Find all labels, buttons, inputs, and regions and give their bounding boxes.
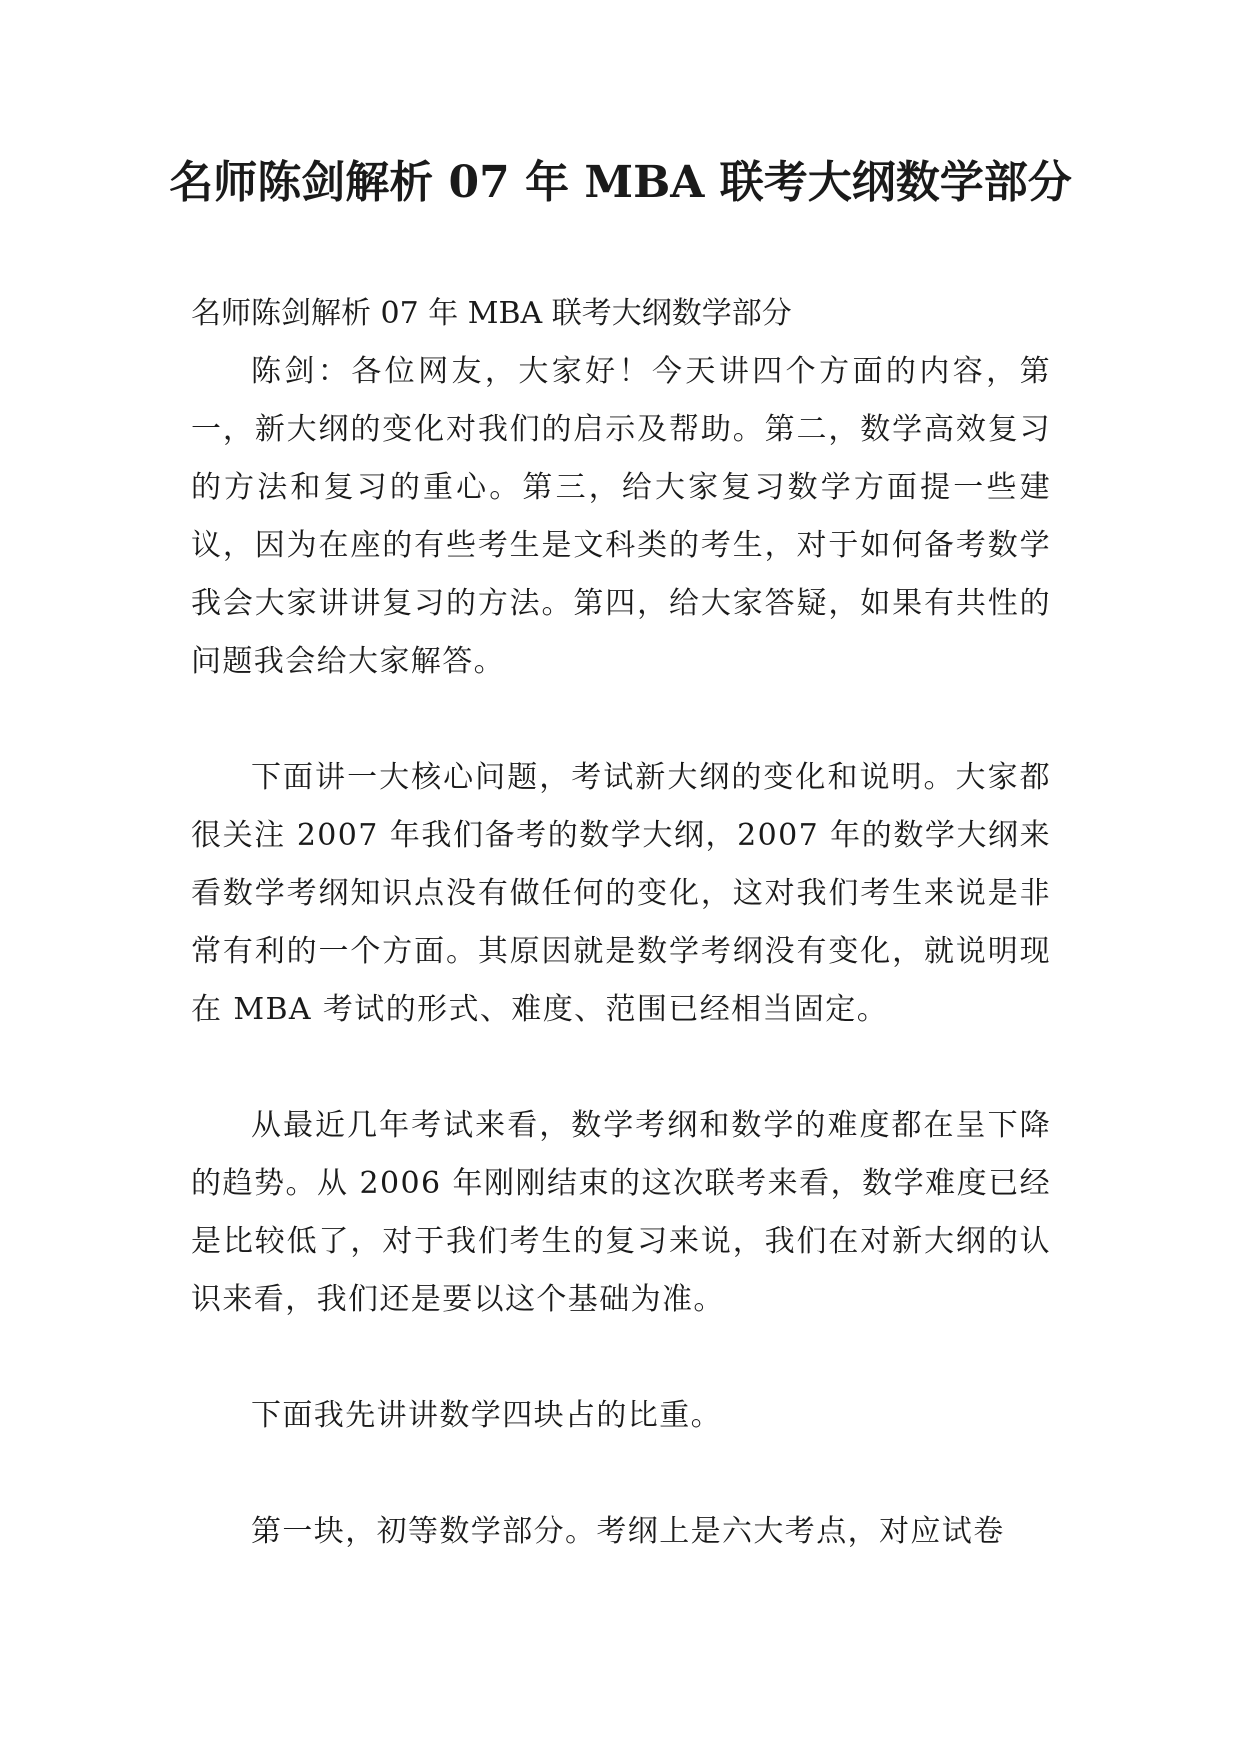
- document-body: [191, 285, 1051, 1561]
- paragraph-weights-intro: 下面我先讲讲数学四块占的比重。: [251, 1398, 722, 1433]
- paragraph-gap: [191, 1445, 1051, 1503]
- paragraph-gap: [191, 691, 1051, 749]
- document-subtitle: 名师陈剑解析 07 年 MBA 联考大纲数学部分: [191, 296, 792, 331]
- paragraph-part-one: 第一块，初等数学部分。考纲上是六大考点，对应试卷: [251, 1514, 1005, 1549]
- paragraph-difficulty-trend: 从最近几年考试来看，数学考纲和数学的难度都在呈下降的趋势。从 2006 年刚刚结束的这次联考来看，数学难度已经是比较低了，对于我们考生的复习来说，我们在对新大纲的认识来看，我们还是要以这个基础为准。: [191, 1108, 1051, 1317]
- paragraph-syllabus-change: 下面讲一大核心问题，考试新大纲的变化和说明。大家都很关注 2007 年我们备考的数学大纲，2007 年的数学大纲来看数学考纲知识点没有做任何的变化，这对我们考生来说是非常有利的一个方面。其原因就是数学考纲没有变化，就说明现在 MBA 考试的形式、难度、范围已经相当固定。: [191, 760, 1051, 1027]
- document-title: 名师陈剑解析 07 年 MBA 联考大纲数学部分: [169, 157, 1072, 208]
- paragraph-intro: 陈剑：各位网友，大家好！今天讲四个方面的内容，第一，新大纲的变化对我们的启示及帮助。第二，数学高效复习的方法和复习的重心。第三，给大家复习数学方面提一些建议，因为在座的有些考生是文科类的考生，对于如何备考数学我会大家讲讲复习的方法。第四，给大家答疑，如果有共性的问题我会给大家解答。: [191, 354, 1051, 679]
- paragraph-gap: [191, 1039, 1051, 1097]
- paragraph-gap: [191, 1329, 1051, 1387]
